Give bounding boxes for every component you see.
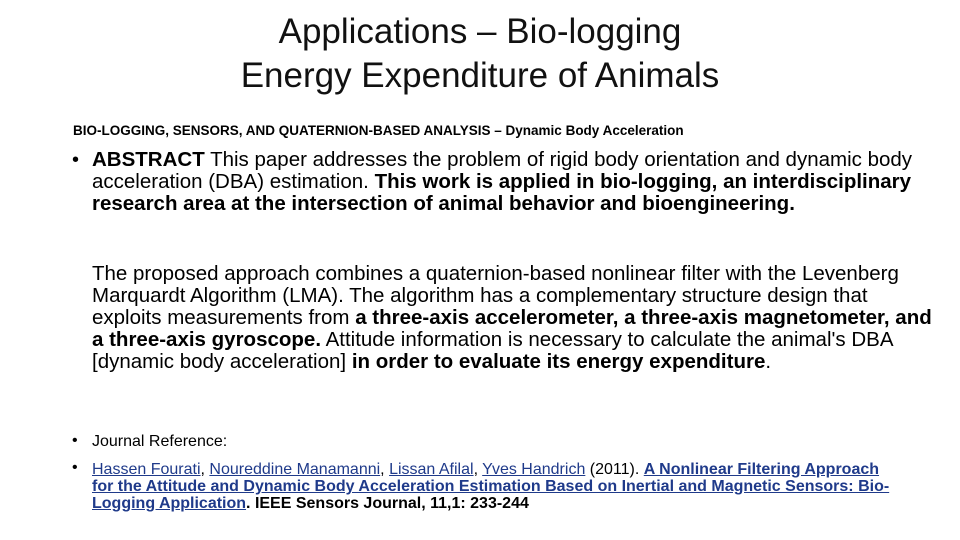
reference-citation-bullet: • [72, 459, 78, 476]
section-subtitle: BIO-LOGGING, SENSORS, AND QUATERNION-BASED ANALYSIS – Dynamic Body Acceleration [73, 123, 684, 138]
approach-bold-sensors: a three-axis accelerometer, a three-axis magnetometer, and a three-axis gyroscope. [92, 306, 932, 351]
author-link-1[interactable]: Hassen Fourati [92, 461, 201, 478]
author-separator: , [473, 461, 483, 478]
approach-text-1: The proposed approach combines a quaternion-based nonlinear filter with the Levenberg Marquardt Algorithm (LMA). The algorithm has a complementary structure design that exploits measurements from [92, 262, 899, 329]
approach-text-2: Attitude information is necessary to calculate the animal's DBA [dynamic body acceleration] [92, 328, 893, 373]
reference-citation [92, 461, 892, 512]
title-line-2: Energy Expenditure of Animals [240, 56, 720, 95]
approach-paragraph [92, 263, 932, 373]
author-link-4[interactable]: Yves Handrich [482, 461, 586, 478]
author-link-3[interactable]: Lissan Afilal [389, 461, 474, 478]
reference-year: (2011). [585, 461, 644, 478]
reference-heading: Journal Reference: [92, 433, 228, 450]
paper-title-link[interactable]: A Nonlinear Filtering Approach for the Attitude and Dynamic Body Acceleration Estimation Based on Inertial and Magnetic Sensors: Bio-Logging Application [92, 461, 890, 512]
abstract-paragraph [92, 149, 932, 215]
abstract-bold-1: This work is applied in bio-logging, an interdisciplinary research area at the intersection of animal behavior and bioengineering. [92, 170, 912, 215]
author-separator: , [200, 461, 210, 478]
abstract-label: ABSTRACT [92, 148, 205, 171]
author-link-2[interactable]: Noureddine Manamanni [209, 461, 381, 478]
abstract-bullet: • [72, 149, 80, 171]
journal-info: . IEEE Sensors Journal, 11,1: 233-244 [246, 495, 529, 512]
title-line-1: Applications – Bio-logging [278, 12, 682, 51]
approach-bold-energy: in order to evaluate its energy expenditure [351, 350, 766, 373]
slide-title [0, 10, 960, 98]
abstract-text-1: This paper addresses the problem of rigid body orientation and dynamic body acceleration (DBA) estimation. [92, 148, 913, 193]
author-separator: , [380, 461, 390, 478]
approach-period: . [765, 350, 772, 373]
reference-heading-bullet: • [72, 432, 78, 449]
